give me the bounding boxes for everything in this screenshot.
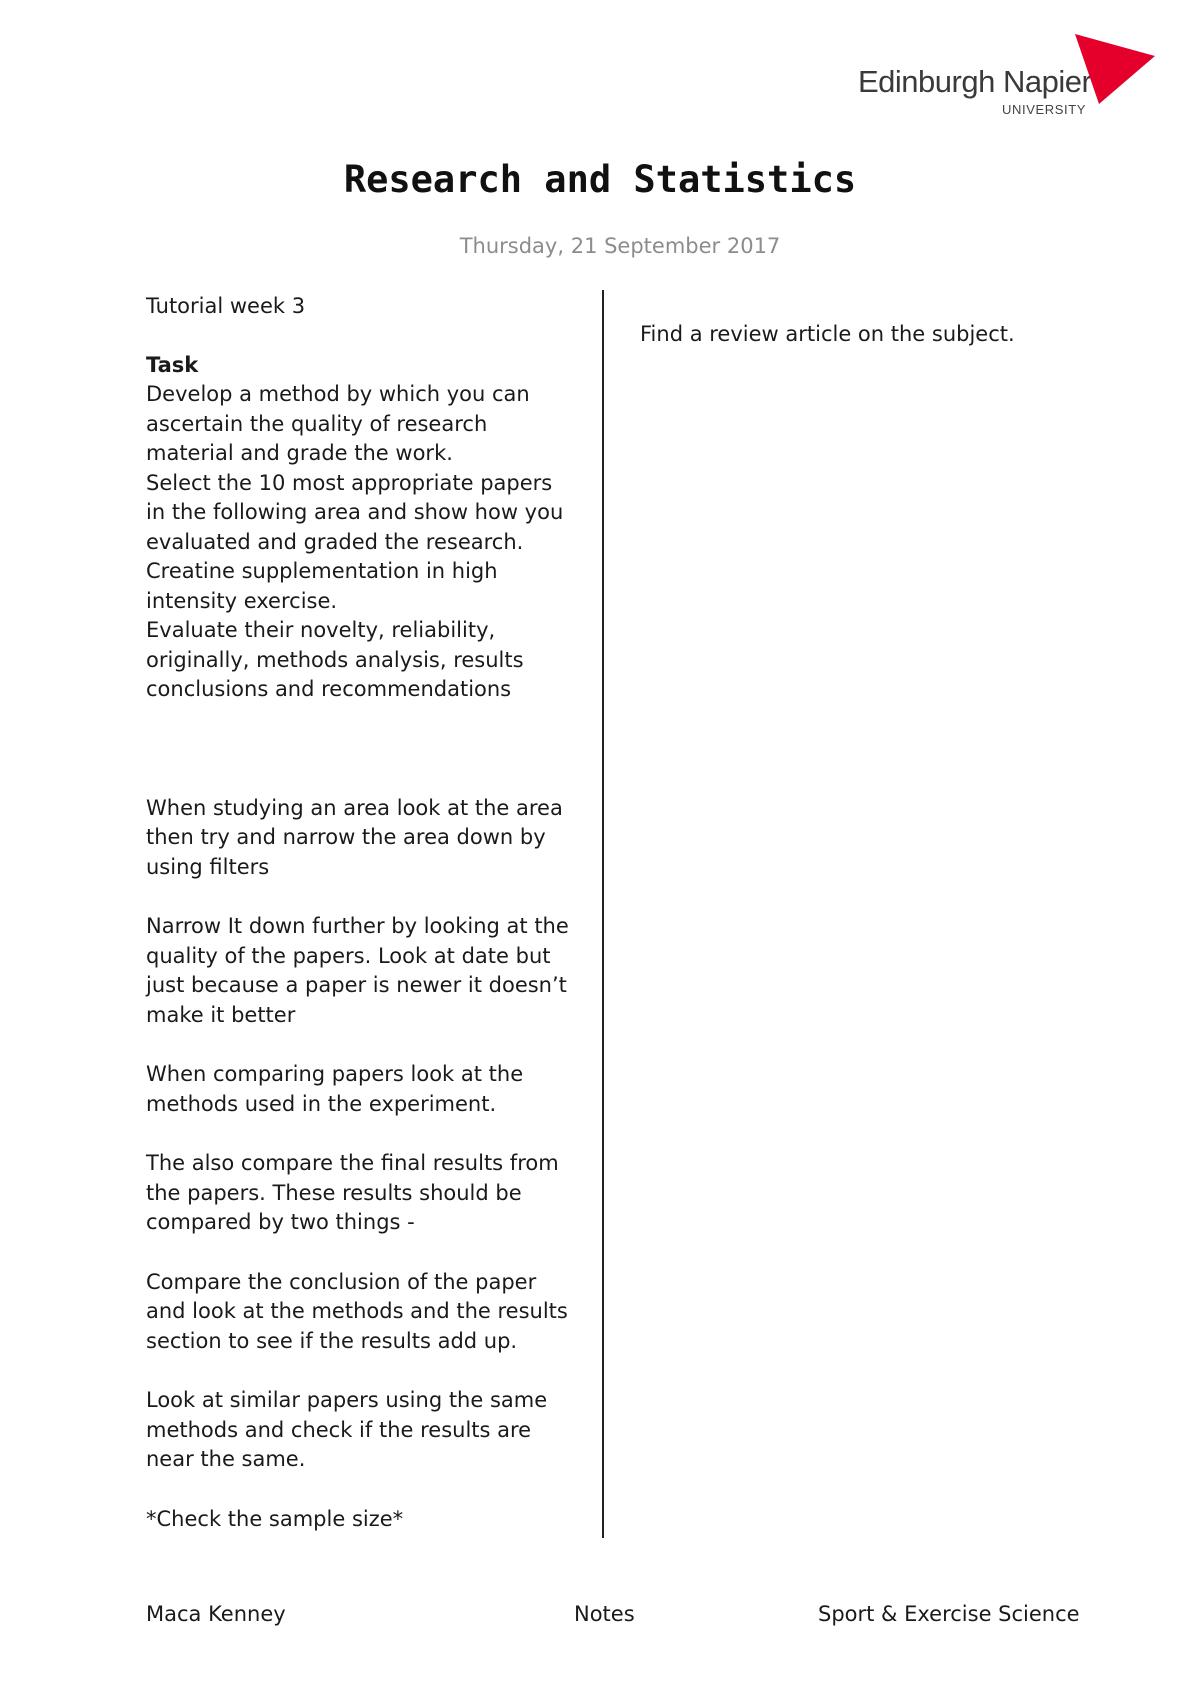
left-column xyxy=(146,292,576,1534)
note-paragraph: Compare the conclusion of the paper and look at the methods and the results section to see if the results add up. xyxy=(146,1269,568,1353)
logo-arrow-icon xyxy=(1075,34,1155,106)
task-line: Select the 10 most appropriate papers in the following area and show how you evaluated and graded the research. xyxy=(146,470,564,554)
logo-name: Edinburgh Napier xyxy=(858,64,1092,99)
column-divider xyxy=(602,290,604,1538)
footer-notes-label: Notes xyxy=(574,1602,635,1626)
page-title: Research and Statistics xyxy=(343,158,857,201)
university-logo xyxy=(858,30,1158,120)
task-line: Develop a method by which you can ascertain the quality of research material and grade the work. xyxy=(146,382,530,465)
right-column-text: Find a review article on the subject. xyxy=(640,322,1015,346)
note-paragraph: When comparing papers look at the methods used in the experiment. xyxy=(146,1062,524,1116)
page-date: Thursday, 21 September 2017 xyxy=(459,234,781,258)
note-paragraph: *Check the sample size* xyxy=(146,1506,404,1531)
right-column xyxy=(640,320,1100,350)
note-paragraph: Look at similar papers using the same methods and check if the results are near the same. xyxy=(146,1388,548,1471)
task-line: Evaluate their novelty, reliability, originally, methods analysis, results conclusions and recommendations xyxy=(146,618,524,701)
task-line: Creatine supplementation in high intensity exercise. xyxy=(146,559,498,613)
tutorial-heading: Tutorial week 3 xyxy=(146,294,306,318)
logo-subtitle: UNIVERSITY xyxy=(1002,102,1087,117)
note-paragraph: The also compare the final results from the papers. These results should be compared by two things - xyxy=(146,1151,559,1234)
task-label: Task xyxy=(146,352,199,377)
note-paragraph: Narrow It down further by looking at the quality of the papers. Look at date but just because a paper is newer it doesn’t make it better xyxy=(146,914,569,1027)
footer-author: Maca Kenney xyxy=(146,1602,286,1626)
footer-course: Sport & Exercise Science xyxy=(818,1602,1080,1626)
note-paragraph: When studying an area look at the area then try and narrow the area down by using filters xyxy=(146,795,563,879)
